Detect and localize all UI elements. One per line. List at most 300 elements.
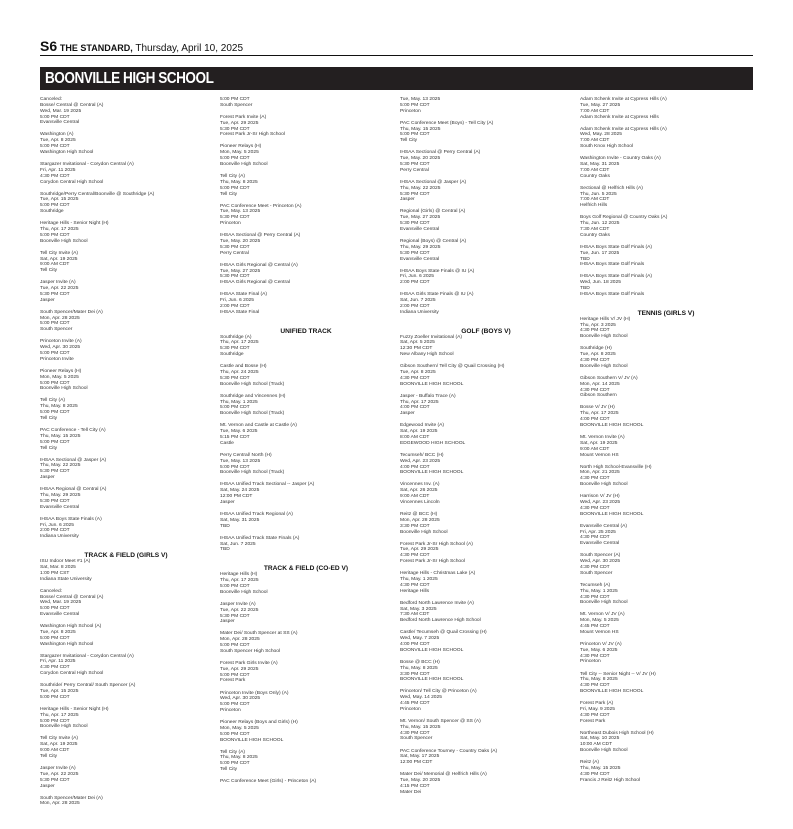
event-detail: South Spencer High School — [220, 648, 281, 654]
event-name: Tecumseh (A) — [580, 582, 611, 588]
schedule-entry — [220, 335, 392, 358]
event-detail: Boonville High School — [580, 482, 628, 488]
event-name: Pioneer Relays (Boys and Girls) (H) — [220, 720, 298, 726]
event-detail: Jasper — [40, 783, 55, 789]
event-name: 5:00 PM CDT — [220, 97, 250, 102]
schedule-entry — [400, 772, 572, 795]
event-name: Princeton V/ JV (A) — [580, 641, 622, 647]
schedule-entry — [580, 494, 752, 517]
event-detail: Forest Park — [580, 718, 606, 724]
event-detail: TBD — [580, 286, 590, 292]
event-name: Mt. Vernon and Castle at Castle (A) — [220, 423, 297, 429]
event-name: Mt. Vernon V/ JV (A) — [580, 612, 625, 618]
event-detail: Wed, May. 14 2025 — [400, 695, 442, 701]
event-detail: 8:00 AM CDT — [400, 435, 430, 440]
event-name: Jasper - Buffalo Trace (A) — [400, 393, 456, 399]
event-name: Stargazer Invitational - Corydon Central (A) — [40, 653, 134, 659]
event-name: Jasper Invite (A) — [40, 280, 76, 286]
event-detail: TBD — [220, 547, 230, 553]
event-name: Tell City -- Senior Night -- V/ JV (H) — [580, 671, 656, 677]
event-name: North High School-Evansville (H) — [580, 464, 652, 470]
event-detail: 7:30 AM CDT — [400, 612, 430, 618]
event-detail: TBD — [220, 523, 230, 529]
schedule-entry — [40, 707, 212, 730]
schedule-entry — [220, 720, 392, 743]
event-detail: Boonville High School — [40, 724, 88, 730]
event-detail: Tue, May. 27 2025 — [580, 102, 621, 108]
event-detail: South Spencer — [400, 736, 433, 742]
event-detail: Boonville High School (Track) — [220, 381, 285, 387]
event-detail: Jasper — [400, 197, 415, 203]
event-detail: 5:30 PM CDT — [220, 613, 250, 619]
event-detail: Washington High School — [40, 641, 94, 647]
schedule-entry — [220, 536, 392, 554]
event-detail: Boonville High School — [580, 748, 628, 754]
schedule-entry — [580, 435, 752, 458]
event-detail: Sat, Apr. 19 2025 — [580, 440, 618, 446]
event-name: Gibson Southern/ Tell City @ Quail Crossing (H) — [400, 364, 505, 370]
event-name: Tell City (A) — [40, 398, 65, 404]
event-detail: Bosse/ Central @ Central (A) — [40, 102, 104, 108]
event-detail: Wed, Apr. 23 2025 — [400, 458, 441, 464]
event-detail: Fri, Apr. 11 2025 — [40, 659, 76, 665]
event-detail: Fri, Jun. 6 2025 — [40, 522, 74, 528]
schedule-entry — [580, 465, 752, 488]
event-detail: 5:30 PM CDT — [220, 244, 250, 250]
event-detail: Sat, Apr. 5 2025 — [400, 340, 435, 346]
schedule-entry — [580, 186, 752, 209]
event-name: IHSAA Sectional @ Jasper (A) — [40, 457, 107, 463]
event-detail: 9:00 AM CDT — [40, 748, 70, 754]
event-name: Perry Central/ North (H) — [220, 452, 272, 458]
event-detail: Tue, Apr. 8 2025 — [400, 370, 436, 376]
event-detail: Boonville High School — [580, 363, 628, 369]
event-name: IHSAA Girls State Finals @ IU (A) — [400, 292, 474, 298]
event-detail: Thu, May. 8 2025 — [220, 179, 258, 185]
event-name: Canceled: — [40, 588, 63, 594]
event-name: Southride/ Perry Central/ South Spencer (A) — [40, 683, 136, 689]
event-detail: Thu, Apr. 17 2025 — [220, 578, 259, 584]
event-detail: 4:30 PM CDT — [400, 553, 430, 559]
event-name: Tell City Invite (A) — [40, 250, 79, 256]
schedule-entry — [580, 642, 752, 665]
schedule-entry — [580, 317, 752, 340]
sport-heading: TRACK & FIELD (GIRLS V) — [84, 552, 168, 560]
schedule-entry — [220, 115, 392, 138]
event-detail: Evansville Central — [40, 504, 80, 510]
event-detail: Sat, May. 31 2025 — [580, 161, 620, 167]
schedule-entry — [400, 749, 572, 767]
event-detail: 4:30 PM CDT — [400, 730, 430, 736]
event-detail: 12:30 PM CDT — [400, 346, 433, 352]
schedule-entry — [220, 691, 392, 714]
event-detail: Jasper — [40, 475, 55, 481]
event-detail: Mon, May. 5 2025 — [40, 374, 79, 380]
event-detail: 4:30 PM CDT — [580, 564, 610, 570]
schedule-entry — [400, 150, 572, 173]
schedule-entry — [400, 601, 572, 624]
event-detail: Thu, Jun. 5 2025 — [580, 191, 617, 197]
event-name: Canceled: — [40, 97, 63, 102]
event-name: IHSAA Sectional @ Jasper (A) — [400, 179, 467, 185]
schedule-entry — [220, 233, 392, 256]
schedule-column-3 — [400, 97, 572, 802]
event-name: Heritage Hills - Christmas Lake (A) — [400, 571, 476, 577]
schedule-entry — [400, 423, 572, 446]
schedule-entry — [40, 736, 212, 759]
schedule-entry — [220, 174, 392, 197]
event-detail: Boonville High School — [220, 161, 268, 167]
event-detail: 5:00 PM CDT — [220, 643, 250, 649]
event-name: IHSAA Unified Track Regional (A) — [220, 512, 293, 517]
schedule-entry — [400, 512, 572, 535]
event-detail: BOONVILLE HIGH SCHOOL — [580, 422, 644, 428]
schedule-entry — [220, 750, 392, 773]
event-detail: BOONVILLE HIGH SCHOOL — [400, 677, 464, 683]
event-detail: Thu, Apr. 17 2025 — [40, 226, 79, 232]
schedule-entry — [220, 572, 392, 595]
event-detail: 5:00 PM CDT — [40, 635, 70, 641]
schedule-entry — [580, 376, 752, 399]
sport-heading: TRACK & FIELD (CO-ED V) — [263, 565, 349, 573]
event-detail: 4:30 PM CDT — [40, 665, 70, 671]
event-detail: Thu, May. 8 2025 — [40, 404, 78, 410]
schedule-entry — [400, 269, 572, 287]
schedule-entry — [40, 251, 212, 274]
event-detail: Thu, Apr. 17 2025 — [40, 712, 79, 718]
event-detail: Sat, May. 31 2025 — [220, 517, 260, 523]
event-detail: Tue, Apr. 29 2025 — [220, 666, 259, 672]
event-detail: Jasper — [40, 297, 55, 303]
event-detail: Thu, May. 1 2025 — [400, 576, 438, 582]
event-detail: 5:30 PM CDT — [400, 191, 430, 197]
event-name: South Spencer (A) — [580, 553, 621, 559]
event-detail: Wed, Mar. 19 2025 — [40, 108, 82, 114]
schedule-entry — [400, 719, 572, 742]
event-detail: 5:30 PM CDT — [220, 346, 250, 352]
event-detail: Sat, May. 24 2025 — [220, 488, 260, 494]
event-detail: Mon, Apr. 28 2025 — [220, 637, 260, 643]
event-name: Forest Park Girls Invite (A) — [220, 660, 278, 666]
event-detail: Wed, Apr. 30 2025 — [220, 696, 261, 702]
event-detail: IHSAA Boys State Golf Finals — [580, 291, 645, 297]
event-detail: Tell City — [40, 268, 58, 274]
event-detail: 5:00 PM CDT — [40, 203, 70, 209]
event-detail: 12:00 PM CDT — [400, 760, 433, 766]
event-name: Heritage Hills V/ JV (H) — [580, 316, 631, 322]
event-name: Washington Invite - Country Oaks (A) — [580, 156, 661, 162]
schedule-entry — [580, 612, 752, 635]
event-detail: 5:00 PM CDT — [40, 380, 70, 386]
event-detail: 5:00 PM CDT — [40, 439, 70, 445]
event-name: PAC Conference - Tell City (A) — [40, 428, 106, 434]
event-detail: 5:00 PM CDT — [220, 731, 250, 737]
event-name: Stargazer Invitational - Corydon Central (A) — [40, 161, 134, 167]
event-detail: Gibson Southern — [580, 393, 617, 399]
event-detail: Sat, Jun. 7 2025 — [220, 541, 256, 547]
event-detail: BOONVILLE HIGH SCHOOL — [400, 381, 464, 387]
event-detail: South Knox High School — [580, 144, 634, 150]
event-detail: Thu, May. 22 2025 — [400, 185, 441, 191]
event-name: Adam Schenk Invite at Cypress Hills (A) — [580, 97, 667, 102]
event-detail: Mon, May. 5 2025 — [580, 618, 619, 624]
page-number: S6 — [40, 38, 58, 54]
event-detail: TBD — [580, 256, 590, 262]
event-detail: Perry Central — [400, 167, 429, 173]
event-name: Heritage Hills - Senior Night (H) — [40, 221, 109, 227]
schedule-entry — [220, 512, 392, 530]
event-name: Evansville Central (A) — [580, 523, 628, 529]
event-name: Heritage Hills - Senior Night (H) — [40, 706, 109, 712]
event-detail: Fri, Apr. 11 2025 — [40, 167, 76, 173]
masthead — [40, 38, 243, 54]
event-detail: Thu, May. 1 2025 — [580, 588, 618, 594]
schedule-entry — [400, 453, 572, 476]
event-detail: Tue, Apr. 8 2025 — [580, 352, 616, 358]
schedule-entry — [580, 346, 752, 369]
event-detail: Tue, Apr. 8 2025 — [40, 138, 76, 144]
event-name: Jasper Invite (A) — [40, 766, 76, 772]
schedule-entry — [40, 458, 212, 481]
event-name: IHSAA Regional @ Central (A) — [40, 487, 107, 493]
event-name: Forest Park Invite (A) — [220, 114, 267, 120]
event-detail: Evansville Central — [400, 256, 440, 262]
schedule-entry — [400, 689, 572, 712]
event-detail: Wed, May. 7 2025 — [400, 636, 440, 642]
schedule-entry — [40, 589, 212, 618]
event-detail: 7:00 AM CDT — [580, 167, 610, 173]
event-name: Mt. Vernon/ South Spencer @ SS (A) — [400, 718, 481, 724]
event-name: Tell City (A) — [220, 174, 245, 179]
schedule-entry — [580, 583, 752, 606]
event-detail: 5:30 PM CDT — [40, 777, 70, 783]
event-detail: Tue, Apr. 15 2025 — [40, 689, 79, 695]
event-detail: Thu, May. 15 2025 — [400, 724, 441, 730]
event-detail: BOONVILLE HIGH SCHOOL — [400, 647, 464, 653]
event-detail: Sat, Mar. 8 2025 — [40, 564, 76, 570]
schedule-entry — [40, 766, 212, 789]
event-name: Washington High School (A) — [40, 624, 102, 630]
schedule-entry — [40, 517, 212, 540]
event-detail: Boonville High School — [580, 600, 628, 606]
event-detail: Tue, Apr. 29 2025 — [220, 120, 259, 126]
schedule-entry — [580, 156, 752, 179]
event-detail: 2:00 PM CDT — [400, 303, 430, 309]
event-name: Mater Dei/ Memorial @ Helfrich Hills (A) — [400, 772, 487, 778]
event-detail: Washington High School — [40, 149, 94, 155]
schedule-entry — [220, 97, 392, 109]
schedule-entry — [40, 624, 212, 647]
event-detail: Princeton — [580, 659, 601, 665]
event-detail: 4:00 PM CDT — [580, 417, 610, 423]
event-name: Tecumseh/ BCC (H) — [400, 452, 444, 458]
event-detail: Tell City — [40, 416, 58, 421]
newspaper-name: THE STANDARD, — [59, 43, 133, 53]
schedule-entry — [400, 660, 572, 683]
event-name: Gibson Southern V/ JV (A) — [580, 375, 638, 381]
event-detail: 4:00 PM CDT — [400, 464, 430, 470]
event-name: Jasper Invite (A) — [220, 601, 256, 607]
event-detail: 5:00 PM CDT — [400, 132, 430, 138]
event-detail: 5:00 PM CDT — [40, 114, 70, 120]
event-detail: 7:30 AM CDT — [580, 226, 610, 232]
event-detail: Mon, May. 5 2025 — [220, 150, 259, 156]
issue-date: Thursday, April 10, 2025 — [135, 43, 244, 54]
event-detail: Wed, Apr. 23 2025 — [580, 499, 621, 505]
schedule-entry — [220, 144, 392, 167]
event-detail: Evansville Central — [40, 120, 80, 126]
event-detail: Tell City — [220, 191, 238, 197]
schedule-entry — [400, 542, 572, 565]
schedule-column-4 — [580, 97, 752, 790]
event-detail: Fri, Jun. 6 2025 — [400, 274, 434, 280]
event-name: Boys Golf Regional @ Country Oaks (A) — [580, 215, 668, 221]
event-detail: Tue, Apr. 22 2025 — [220, 607, 259, 613]
event-detail: 4:30 PM CDT — [580, 712, 610, 718]
event-detail: IHSAA Girls Regional @ Central — [220, 280, 290, 286]
event-detail: Mon, Apr. 14 2025 — [580, 381, 620, 387]
event-detail: Southridge — [40, 209, 64, 215]
schedule-entry — [40, 97, 212, 126]
event-detail: 4:30 PM CDT — [580, 358, 610, 363]
event-detail: 5:00 PM CDT — [400, 102, 430, 108]
event-name: Forest Park Jr-Sr High School (A) — [400, 541, 473, 547]
sport-heading: UNIFIED TRACK — [280, 327, 332, 335]
event-detail: Forest Park — [220, 678, 246, 684]
event-detail: Tue, Apr. 29 2025 — [400, 547, 439, 553]
event-detail: 1:00 PM CST — [40, 570, 70, 576]
event-detail: 4:30 PM CDT — [580, 387, 610, 393]
event-detail: Princeton Invite — [40, 356, 74, 362]
event-detail: 9:00 AM CDT — [400, 494, 430, 500]
event-detail: IHSAA State Final — [220, 309, 260, 315]
event-detail: Tell City — [220, 767, 238, 773]
event-name: IHSAA Unified Track State Finals (A) — [220, 535, 300, 541]
event-detail: BOONVILLE HIGH SCHOOL — [400, 470, 464, 476]
schedule-entry — [580, 553, 752, 576]
schedule-entry — [580, 672, 752, 695]
event-detail: Forest Park Jr-Sr High School — [220, 132, 285, 138]
event-detail: 2:00 PM CDT — [220, 303, 250, 309]
event-detail: Sat, Apr. 19 2025 — [400, 429, 438, 435]
event-detail: Tue, Apr. 22 2025 — [40, 771, 79, 777]
event-detail: Wed, May. 28 2025 — [580, 132, 622, 138]
sport-heading: GOLF (BOYS V) — [461, 327, 511, 335]
schedule-entry — [220, 204, 392, 227]
event-detail: Tell City — [400, 138, 418, 144]
event-detail: 3:30 PM CDT — [400, 671, 430, 677]
event-name: Pioneer Relays (H) — [220, 144, 262, 150]
event-name: PAC Conference Meet (Boys) - Tell City (A) — [400, 120, 494, 126]
event-detail: Sat, Jun. 7 2025 — [400, 298, 436, 304]
schedule-entry — [40, 280, 212, 303]
event-detail: Fri, May. 9 2025 — [580, 706, 615, 712]
event-detail: 4:45 PM CDT — [400, 701, 430, 707]
event-detail: Castle — [220, 440, 234, 446]
event-name: Reitz (A) — [580, 760, 600, 766]
schedule-entry — [400, 394, 572, 417]
event-detail: Boonville High School (Track) — [220, 411, 285, 417]
schedule-entry — [220, 364, 392, 387]
event-detail: South Spencer — [580, 570, 613, 576]
event-detail: Thu, May. 22 2025 — [40, 463, 81, 469]
schedule-entry — [580, 760, 752, 783]
event-name: Vincennes Inv. (A) — [400, 482, 440, 488]
event-detail: Mount Vernon HS — [580, 452, 619, 458]
event-detail: 4:30 PM CDT — [580, 771, 610, 777]
schedule-entry — [580, 524, 752, 547]
event-name: IHSAA Boys State Golf Finals (A) — [580, 244, 653, 250]
event-detail: Tue, May. 27 2025 — [400, 215, 441, 221]
event-detail: Tue, May. 13 2025 — [220, 458, 261, 464]
sport-heading: TENNIS (GIRLS V) — [637, 309, 695, 317]
event-detail: Boonville High School (Track) — [220, 470, 285, 476]
event-name: IHSAA Boys State Finals @ IU (A) — [400, 268, 475, 274]
event-detail: Corydon Central High School — [40, 671, 104, 677]
event-detail: Thu, May. 15 2025 — [40, 433, 81, 439]
event-detail: 12:00 PM CDT — [220, 494, 253, 500]
event-detail: 5:30 PM CDT — [400, 161, 430, 167]
event-detail: Boonville High School — [40, 238, 88, 244]
schedule-entry — [220, 453, 392, 476]
schedule-entry — [400, 335, 572, 358]
event-detail: 4:30 PM CDT — [580, 594, 610, 600]
event-detail: Boonville High School — [400, 529, 448, 535]
event-detail: Country Oaks — [580, 173, 610, 179]
event-detail: 4:30 PM CDT — [580, 535, 610, 541]
event-detail: Bosse/ Central @ Central (A) — [40, 594, 104, 600]
event-name: Heritage Hills (H) — [220, 572, 258, 578]
event-detail: 5:00 PM CDT — [40, 232, 70, 238]
event-detail: Boonville High School — [40, 386, 88, 392]
schedule-entry — [400, 180, 572, 203]
event-detail: 5:00 PM CDT — [220, 464, 250, 470]
event-name: Adam Schenk Invite at Cypress Hills (A) — [580, 126, 667, 132]
event-name: South Spencer/Mater Dei (A) — [40, 309, 103, 315]
event-detail: 4:00 PM CDT — [400, 641, 430, 647]
schedule-column-1 — [40, 97, 212, 813]
schedule-entry — [40, 398, 212, 421]
event-name: Washington (A) — [40, 132, 74, 138]
event-detail: 9:00 AM CDT — [40, 262, 70, 268]
event-detail: Tell City — [40, 754, 58, 759]
schedule-entry — [40, 369, 212, 392]
schedule-entry — [40, 310, 212, 333]
event-detail: Evansville Central — [580, 541, 620, 547]
schedule-entry — [400, 239, 572, 262]
event-detail: Boonville High School — [580, 334, 628, 340]
event-detail: South Spencer — [220, 102, 253, 108]
event-detail: Princeton — [220, 708, 241, 714]
section-banner — [40, 67, 753, 90]
event-detail: 4:30 PM CDT — [580, 505, 610, 511]
schedule-entry — [40, 654, 212, 677]
event-name: Bedford North Lawrence Invite (A) — [400, 600, 474, 606]
event-detail: Sat, Apr. 19 2025 — [40, 256, 78, 262]
event-detail: Thu, May. 15 2025 — [580, 766, 621, 772]
event-detail: 5:30 PM CDT — [220, 274, 250, 280]
schedule-entry — [220, 661, 392, 684]
schedule-entry — [220, 292, 392, 315]
event-detail: 7:00 AM CDT — [580, 108, 610, 114]
event-detail: Thu, Apr. 17 2025 — [400, 399, 439, 405]
event-detail: 3:30 PM CDT — [400, 523, 430, 529]
event-detail: Princeton — [220, 221, 241, 227]
event-detail: Tue, Apr. 15 2025 — [40, 197, 79, 203]
event-detail: Tue, Apr. 8 2025 — [40, 629, 76, 635]
event-detail: 5:00 PM CDT — [220, 672, 250, 678]
schedule-entry — [580, 731, 752, 754]
